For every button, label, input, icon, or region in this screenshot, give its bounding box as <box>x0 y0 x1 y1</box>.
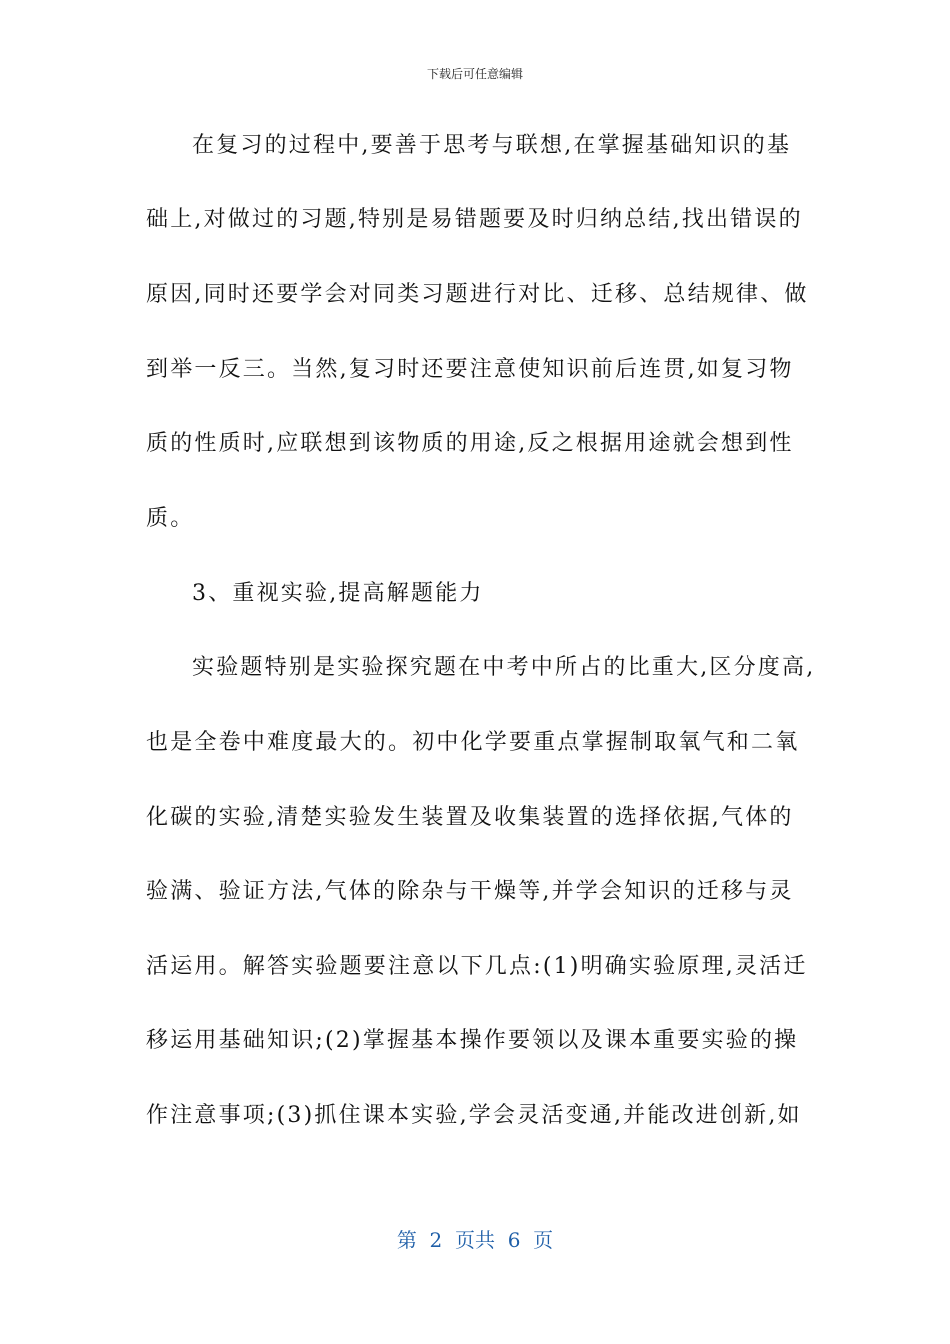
paragraph-2-line-2: 也是全卷中难度最大的。初中化学要重点掌握制取氧气和二氧 <box>146 730 800 755</box>
paragraph-1-line-5: 质的性质时,应联想到该物质的用途,反之根据用途就会想到性 <box>146 431 794 456</box>
paragraph-1-line-3: 原因,同时还要学会对同类习题进行对比、迁移、总结规律、做 <box>146 282 809 307</box>
paragraph-1-line-2: 础上,对做过的习题,特别是易错题要及时归纳总结,找出错误的 <box>146 207 803 232</box>
paragraph-2-line-4: 验满、验证方法,气体的除杂与干燥等,并学会知识的迁移与灵 <box>146 879 794 904</box>
page-number-footer: 第 2 页共 6 页 <box>396 1228 554 1252</box>
paragraph-1-line-1: 在复习的过程中,要善于思考与联想,在掌握基础知识的基 <box>192 133 792 158</box>
paragraph-2-line-1: 实验题特别是实验探究题在中考中所占的比重大,区分度高, <box>192 655 816 680</box>
paragraph-2-line-6: 移运用基础知识;(2)掌握基本操作要领以及课本重要实验的操 <box>146 1028 799 1053</box>
paragraph-1-line-4: 到举一反三。当然,复习时还要注意使知识前后连贯,如复习物 <box>146 357 794 382</box>
page-header: 下载后可任意编辑 <box>426 67 523 81</box>
paragraph-2-line-3: 化碳的实验,清楚实验发生装置及收集装置的选择依据,气体的 <box>146 805 794 830</box>
paragraph-2-line-7: 作注意事项;(3)抓住课本实验,学会灵活变通,并能改进创新,如 <box>146 1103 802 1128</box>
section-heading: 3、重视实验,提高解题能力 <box>192 581 484 606</box>
paragraph-1-line-6: 质。 <box>146 506 195 531</box>
paragraph-2-line-5: 活运用。解答实验题要注意以下几点:(1)明确实验原理,灵活迁 <box>146 954 808 979</box>
